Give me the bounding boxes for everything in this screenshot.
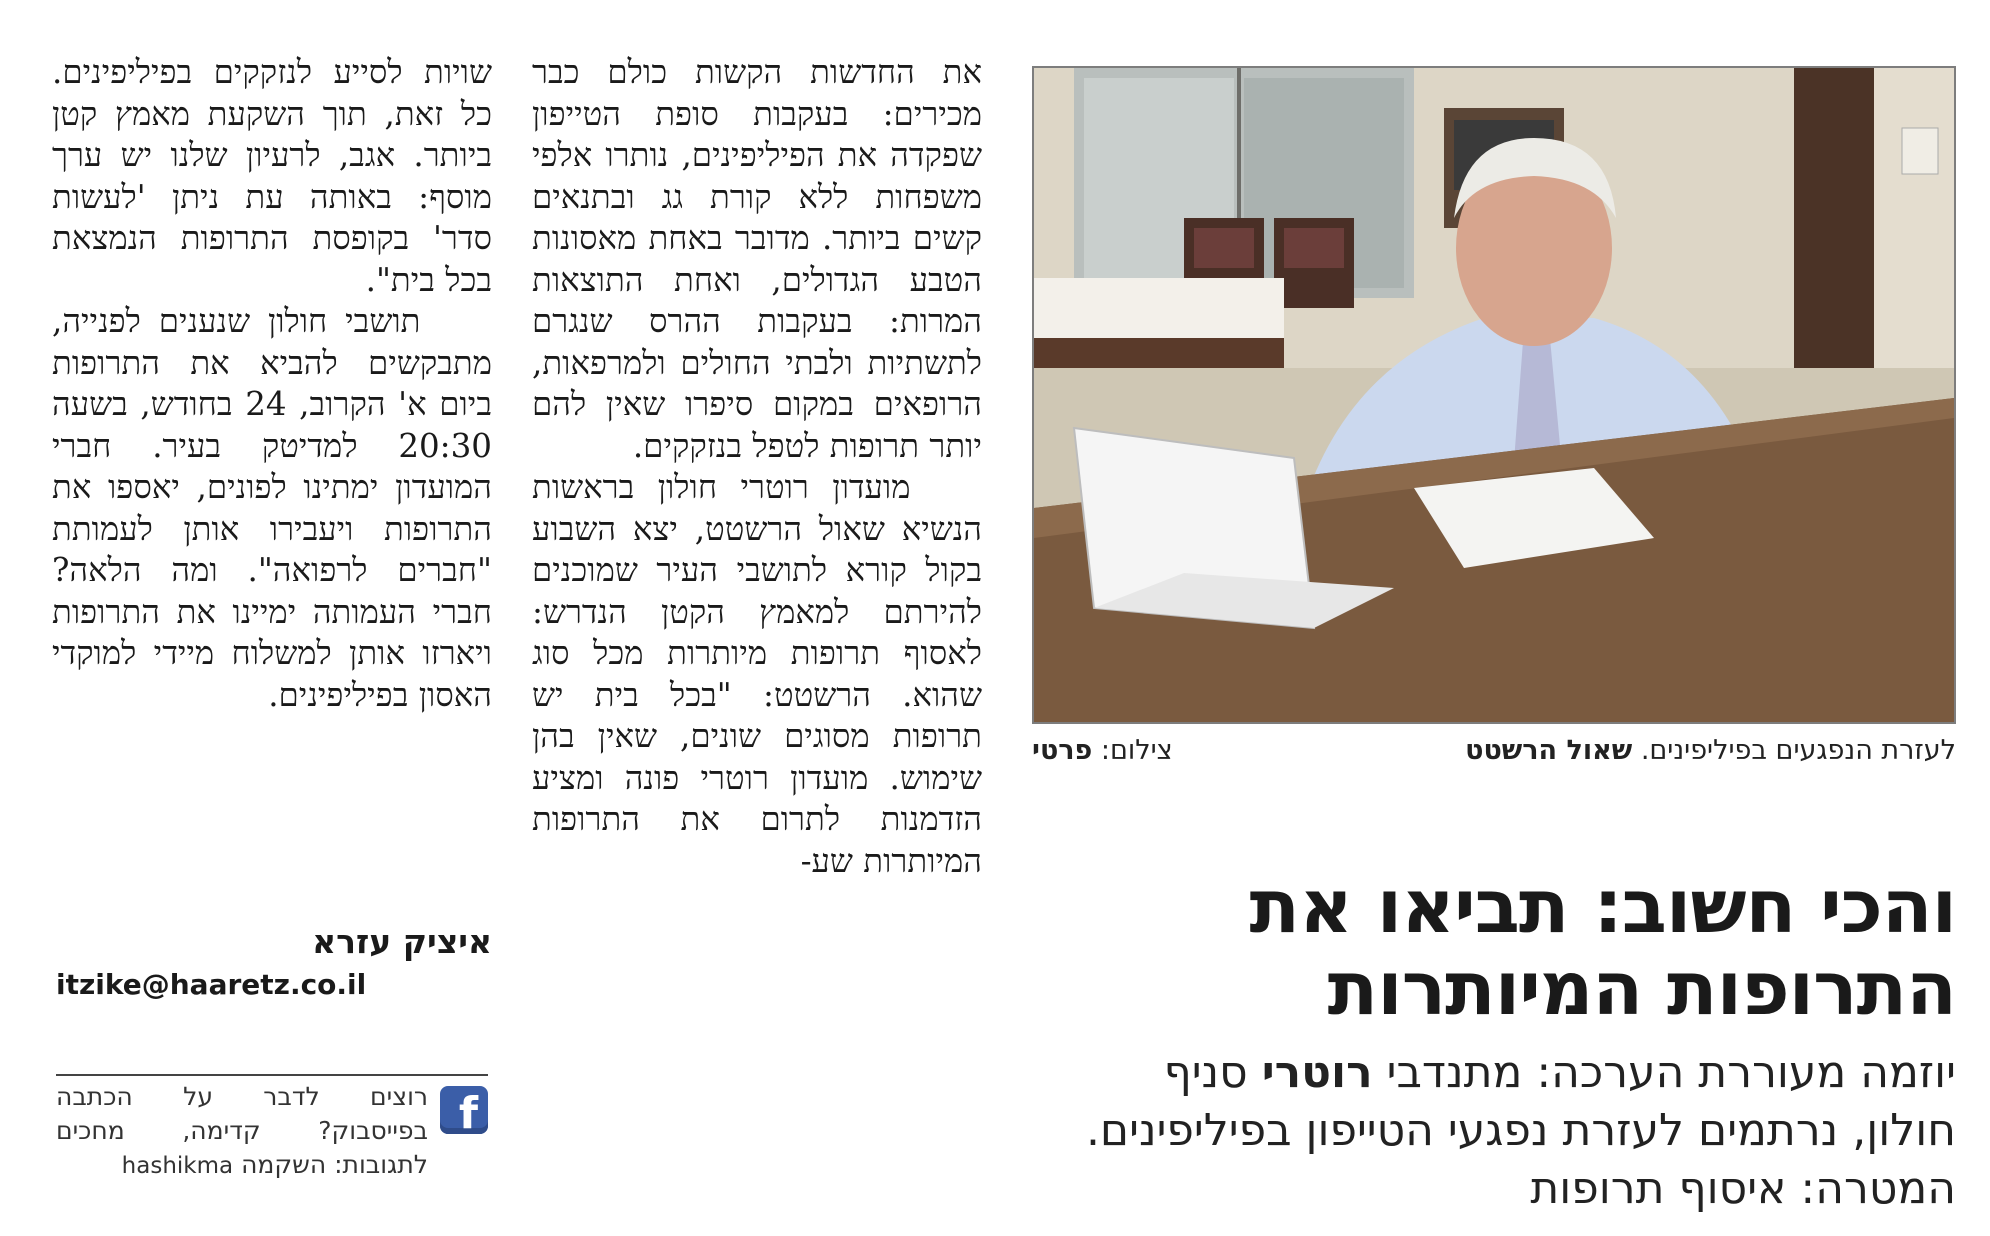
subhead-rest: סניף חולון, נרתמים לעזרת נפגעי הטייפון בפיליפינים. המטרה: איסוף תרופות [1085, 1047, 1956, 1214]
paragraph: את החדשות הקשות כולם כבר מכירים: בעקבות סופת הטייפון שפקדה את הפיליפינים, נותרו אלפי משפחות ללא קורת גג ובתנאים קשים ביותר. מדובר באחת מאסונות הטבע הגדולים, ואחת התוצאות המרות: בעקבות ההרס שנגרם לתשתיות ולבתי החולים ולמרפאות, הרופאים במקום סיפרו שאין להם יותר תרופות לטפל בנזקקים. [532, 53, 982, 465]
facebook-line-1: רוצים לדבר על הכתבה [56, 1082, 428, 1111]
article-column-left [52, 52, 492, 716]
facebook-box [56, 1080, 488, 1190]
headline-line-1: והכי חשוב: תביאו את [1249, 864, 1956, 950]
facebook-line-3 [56, 1148, 428, 1183]
credit-label: צילום: [1100, 735, 1173, 766]
caption-name: שאול הרשטט [1465, 735, 1633, 766]
article-column-middle [532, 52, 982, 882]
facebook-handle[interactable]: hashikma [121, 1153, 234, 1179]
subhead-bold: רוטרי [1261, 1047, 1373, 1098]
paragraph: מועדון רוטרי חולון בראשות הנשיא שאול הרשטט, יצא השבוע בקול קורא לתושבי העיר שמוכנים להירתם למאמץ הקטן הנדרש: לאסוף תרופות מיותרות מכל סוג שהוא. הרשטט: "בכל בית יש תרופות מסוגים שונים, שאין בהן שימוש. מועדון רוטרי פונה ומציע הזדמנות לתרום את התרופות המיותרות שע- [532, 468, 982, 880]
subheadline [1046, 1044, 1956, 1218]
divider [56, 1074, 488, 1076]
photo-illustration [1034, 68, 1954, 722]
photo-caption [1465, 735, 1956, 766]
credit-value: פרטי [1032, 735, 1093, 766]
facebook-line-2: בפייסבוק? קדימה, מחכים [56, 1116, 428, 1145]
headline-line-2: התרופות המיותרות [1327, 946, 1956, 1032]
paragraph: תושבי חולון שנענים לפנייה, מתבקשים להביא את התרופות ביום א' הקרוב, 24 בחודש, בשעה 20:30 למדיטק בעיר. חברי המועדון ימתינו לפונים, יאספו את התרופות ויעבירו אותן לעמותת "חברים לרפואה". ומה הלאה? חברי העמותה ימיינו את התרופות ויארזו אותן למשלוח מיידי למוקדי האסון בפיליפינים. [52, 302, 492, 714]
article-photo [1032, 66, 1956, 724]
facebook-icon[interactable]: f [440, 1086, 488, 1134]
caption-text: לעזרת הנפגעים בפיליפינים. [1640, 735, 1956, 766]
subhead-prefix: יוזמה מעוררת הערכה: מתנדבי [1386, 1047, 1956, 1098]
facebook-text [56, 1080, 428, 1183]
paragraph: שויות לסייע לנזקקים בפיליפינים. כל זאת, תוך השקעת מאמץ קטן ביותר. אגב, לרעיון שלנו יש ערך מוסף: באותה עת ניתן 'לעשות סדר' בקופסת התרופות הנמצאת בכל בית". [52, 53, 492, 299]
facebook-line-3-text: לתגובות: השקמה [241, 1150, 428, 1179]
author-email[interactable]: itzike@haaretz.co.il [56, 968, 367, 1001]
headline [1046, 866, 1956, 1030]
photo-credit [1032, 735, 1173, 766]
author-name: איציק עזרא [312, 922, 492, 961]
